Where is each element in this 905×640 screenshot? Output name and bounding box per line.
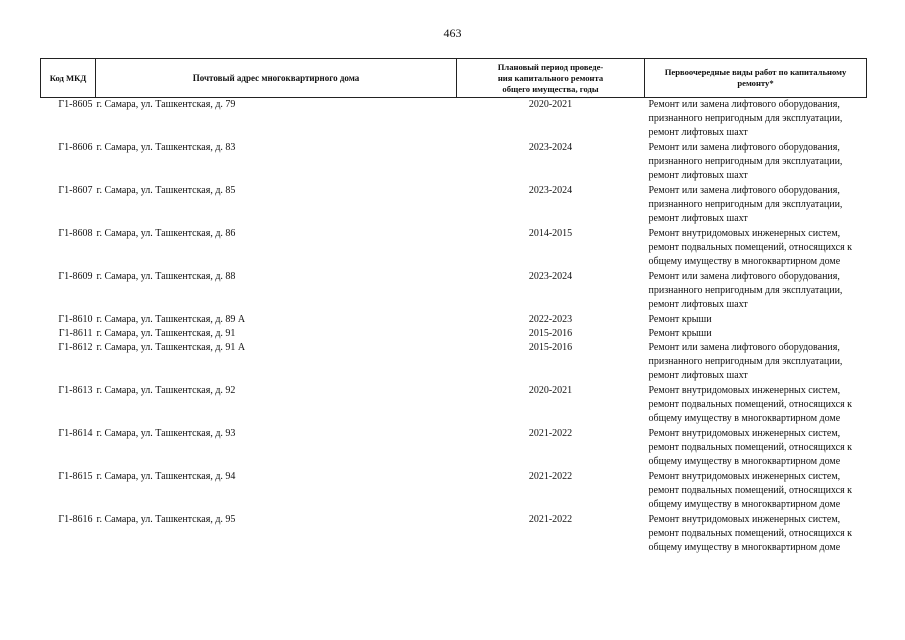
cell-works <box>645 98 867 142</box>
cell-works <box>645 327 867 341</box>
cell-works <box>645 141 867 184</box>
cell-period: 2021-2022 <box>528 514 573 525</box>
cell-period: 2015-2016 <box>528 328 573 339</box>
table-row <box>41 98 867 142</box>
cell-address: г. Самара, ул. Ташкентская, д. 79 <box>96 99 236 110</box>
cell-code: Г1-8606 <box>58 142 93 153</box>
cell-address: г. Самара, ул. Ташкентская, д. 85 <box>96 185 236 196</box>
cell-works <box>645 513 867 556</box>
cell-works <box>645 270 867 313</box>
work-line: Ремонт внутридомовых инженерных систем, <box>648 428 841 439</box>
cell-address: г. Самара, ул. Ташкентская, д. 91 <box>96 328 236 339</box>
work-line: Ремонт или замена лифтового оборудования, <box>648 271 840 282</box>
work-line: Ремонт или замена лифтового оборудования, <box>648 142 840 153</box>
header-period: Плановый период проведе- ния капитального ремонта общего имущества, годы <box>457 59 645 98</box>
work-line: признанного непригодным для эксплуатации, <box>648 156 843 167</box>
cell-period: 2023-2024 <box>528 142 573 153</box>
cell-period: 2021-2022 <box>528 471 573 482</box>
table-row <box>41 141 867 184</box>
table-row <box>41 270 867 313</box>
cell-address: г. Самара, ул. Ташкентская, д. 89 А <box>96 314 246 325</box>
work-line: Ремонт внутридомовых инженерных систем, <box>648 514 841 525</box>
cell-code: Г1-8615 <box>58 471 93 482</box>
cell-period: 2023-2024 <box>528 185 573 196</box>
cell-code: Г1-8607 <box>58 185 93 196</box>
table-row <box>41 184 867 227</box>
work-line: общему имуществу в многоквартирном доме <box>648 542 841 553</box>
work-line: признанного непригодным для эксплуатации, <box>648 113 843 124</box>
cell-works <box>645 470 867 513</box>
work-line: ремонт подвальных помещений, относящихся к <box>648 528 853 539</box>
work-line: Ремонт внутридомовых инженерных систем, <box>648 471 841 482</box>
table-row <box>41 470 867 513</box>
cell-period: 2015-2016 <box>528 342 573 353</box>
header-row <box>41 59 867 98</box>
cell-code: Г1-8616 <box>58 514 93 525</box>
cell-code: Г1-8608 <box>58 228 93 239</box>
work-line: ремонт подвальных помещений, относящихся к <box>648 442 853 453</box>
work-line: признанного непригодным для эксплуатации, <box>648 199 843 210</box>
cell-address: г. Самара, ул. Ташкентская, д. 92 <box>96 385 236 396</box>
cell-works <box>645 384 867 427</box>
work-line: ремонт подвальных помещений, относящихся к <box>648 485 853 496</box>
work-line: общему имуществу в многоквартирном доме <box>648 256 841 267</box>
work-line: ремонт лифтовых шахт <box>648 299 748 310</box>
cell-address: г. Самара, ул. Ташкентская, д. 83 <box>96 142 236 153</box>
work-line: Ремонт внутридомовых инженерных систем, <box>648 385 841 396</box>
cell-period: 2020-2021 <box>528 385 573 396</box>
work-line: ремонт лифтовых шахт <box>648 127 748 138</box>
cell-works <box>645 341 867 384</box>
cell-address: г. Самара, ул. Ташкентская, д. 94 <box>96 471 236 482</box>
cell-code: Г1-8610 <box>58 314 93 325</box>
work-line: ремонт лифтовых шахт <box>648 170 748 181</box>
cell-period: 2014-2015 <box>528 228 573 239</box>
cell-period: 2020-2021 <box>528 99 573 110</box>
work-line: ремонт лифтовых шахт <box>648 213 748 224</box>
page-number: 463 <box>443 26 462 40</box>
header-address: Почтовый адрес многоквартирного дома <box>96 59 457 98</box>
cell-period: 2021-2022 <box>528 428 573 439</box>
cell-code: Г1-8614 <box>58 428 93 439</box>
work-line: общему имуществу в многоквартирном доме <box>648 413 841 424</box>
cell-works <box>645 227 867 270</box>
cell-address: г. Самара, ул. Ташкентская, д. 93 <box>96 428 236 439</box>
table-body <box>41 98 867 557</box>
cell-code: Г1-8613 <box>58 385 93 396</box>
table-row <box>41 427 867 470</box>
work-line: Ремонт крыши <box>648 328 712 339</box>
table-row <box>41 327 867 341</box>
cell-period: 2022-2023 <box>528 314 573 325</box>
cell-works <box>645 427 867 470</box>
header-works: Первоочередные виды работ по капитальному ремонту* <box>645 59 867 98</box>
work-line: Ремонт внутридомовых инженерных систем, <box>648 228 841 239</box>
work-line: признанного непригодным для эксплуатации, <box>648 356 843 367</box>
header-code: Код МКД <box>41 59 96 98</box>
work-line: признанного непригодным для эксплуатации, <box>648 285 843 296</box>
cell-code: Г1-8605 <box>58 99 93 110</box>
cell-address: г. Самара, ул. Ташкентская, д. 86 <box>96 228 236 239</box>
work-line: Ремонт или замена лифтового оборудования, <box>648 99 840 110</box>
cell-works <box>645 313 867 327</box>
cell-address: г. Самара, ул. Ташкентская, д. 88 <box>96 271 236 282</box>
work-line: ремонт лифтовых шахт <box>648 370 748 381</box>
cell-period: 2023-2024 <box>528 271 573 282</box>
work-line: Ремонт крыши <box>648 314 712 325</box>
cell-code: Г1-8611 <box>58 328 93 339</box>
table-row <box>41 341 867 384</box>
table-row <box>41 513 867 556</box>
work-line: общему имуществу в многоквартирном доме <box>648 456 841 467</box>
cell-works <box>645 184 867 227</box>
table-row <box>41 313 867 327</box>
table-header <box>41 59 867 98</box>
work-line: общему имуществу в многоквартирном доме <box>648 499 841 510</box>
cell-code: Г1-8612 <box>58 342 93 353</box>
work-line: Ремонт или замена лифтового оборудования, <box>648 342 840 353</box>
work-line: ремонт подвальных помещений, относящихся к <box>648 399 853 410</box>
cell-address: г. Самара, ул. Ташкентская, д. 95 <box>96 514 236 525</box>
table-row <box>41 384 867 427</box>
cell-code: Г1-8609 <box>58 271 93 282</box>
housing-repair-table <box>40 58 867 556</box>
table-row <box>41 227 867 270</box>
work-line: ремонт подвальных помещений, относящихся к <box>648 242 853 253</box>
cell-address: г. Самара, ул. Ташкентская, д. 91 А <box>96 342 246 353</box>
work-line: Ремонт или замена лифтового оборудования, <box>648 185 840 196</box>
